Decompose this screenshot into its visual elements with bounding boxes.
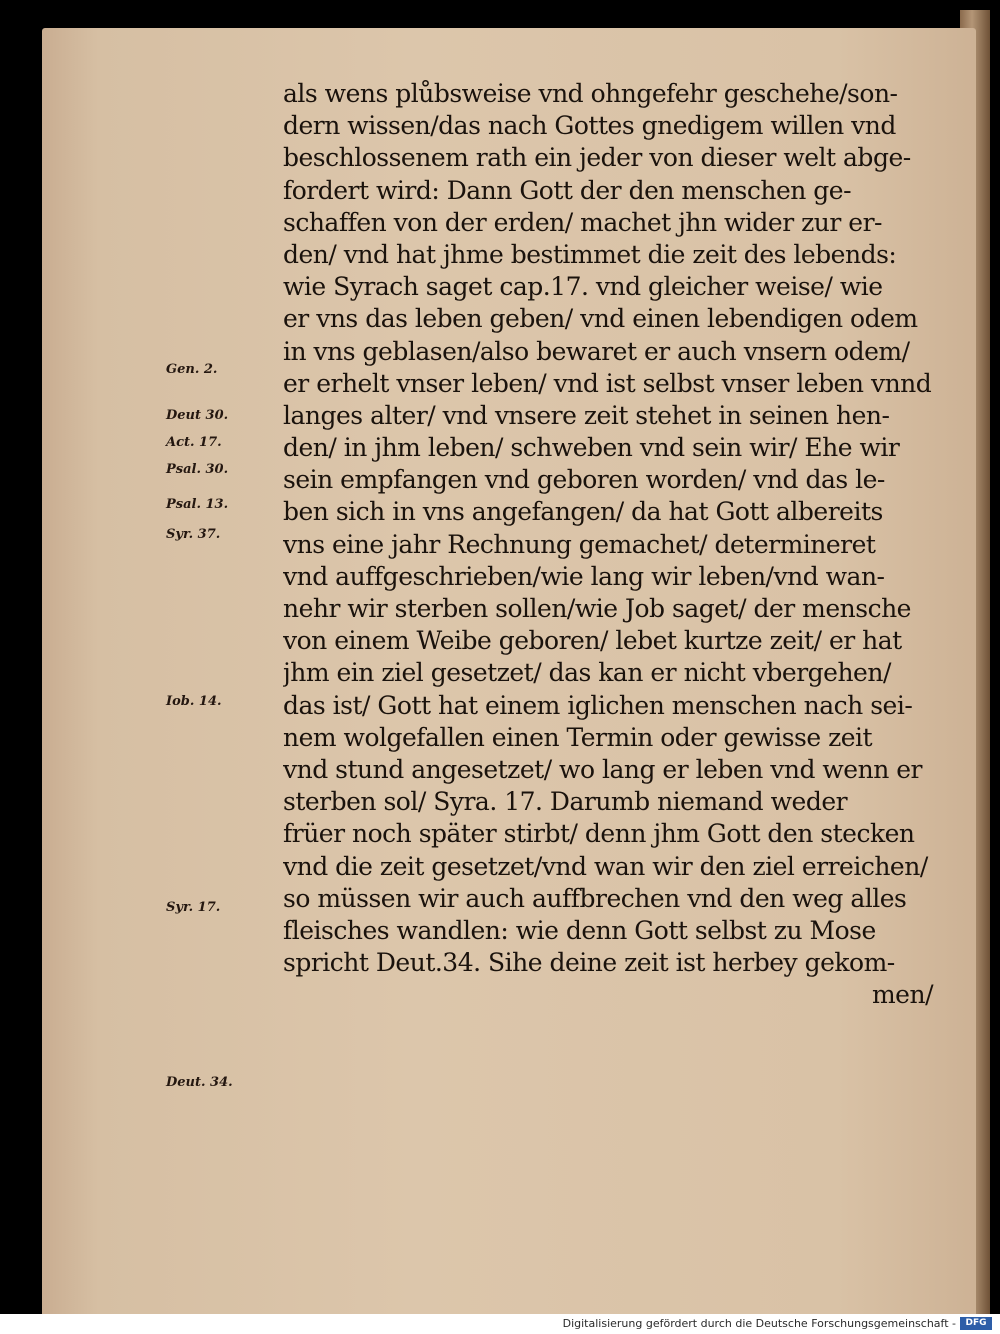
margin-note-syr37: Syr. 37. <box>166 527 221 542</box>
text-line: nem wolgefallen einen Termin oder gewisse zeit <box>283 722 873 752</box>
margin-note-deut30: Deut 30. <box>166 408 229 423</box>
text-line: den/ in jhm leben/ schweben vnd sein wir/ Ehe wir <box>283 433 900 463</box>
text-line: vnd die zeit gesetzet/vnd wan wir den ziel erreichen/ <box>283 851 928 881</box>
text-line: jhm ein ziel gesetzet/ das kan er nicht vbergehen/ <box>283 658 891 688</box>
margin-note-psal13: Psal. 13. <box>166 497 229 512</box>
text-line: von einem Weibe geboren/ lebet kurtze zeit/ er hat <box>283 626 902 656</box>
text-line: sein empfangen vnd geboren worden/ vnd das le- <box>283 465 885 495</box>
text-line: früer noch später stirbt/ denn jhm Gott den stecken <box>283 819 915 849</box>
margin-note-syr17: Syr. 17. <box>166 900 221 915</box>
text-line: vns eine jahr Rechnung gemachet/ determineret <box>283 529 876 559</box>
margin-note-psal30: Psal. 30. <box>166 462 229 477</box>
text-line: er vns das leben geben/ vnd einen lebendigen odem <box>283 304 918 334</box>
dfg-logo: DFG <box>960 1317 992 1330</box>
text-line: das ist/ Gott hat einem iglichen menschen nach sei- <box>283 690 913 720</box>
text-line: langes alter/ vnd vnsere zeit stehet in seinen hen- <box>283 400 890 430</box>
text-line-last: men/ <box>871 980 933 1010</box>
text-line: beschlossenem rath ein jeder von dieser welt abge- <box>283 143 911 173</box>
text-line: in vns geblasen/also bewaret er auch vnsern odem/ <box>283 336 910 366</box>
text-line: den/ vnd hat jhme bestimmet die zeit des lebends: <box>283 239 897 269</box>
margin-note-gen: Gen. 2. <box>166 362 218 377</box>
text-line: vnd auffgeschrieben/wie lang wir leben/vnd wan- <box>283 561 885 591</box>
text-line: so müssen wir auch auffbrechen vnd den weg alles <box>283 883 907 913</box>
text-line: nehr wir sterben sollen/wie Job saget/ der mensche <box>283 594 911 623</box>
text-line: ben sich in vns angefangen/ da hat Gott albereits <box>283 497 883 527</box>
text-line: wie Syrach saget cap.17. vnd gleicher weise/ wie <box>283 272 883 302</box>
text-line: spricht Deut.34. Sihe deine zeit ist herbey gekom- <box>283 948 895 978</box>
margin-note-iob: Iob. 14. <box>166 694 222 709</box>
text-line: als wens plůbsweise vnd ohngefehr geschehe/son- <box>283 79 898 108</box>
text-line: sterben sol/ Syra. 17. Darumb niemand weder <box>283 787 848 817</box>
text-line: vnd stund angesetzet/ wo lang er leben vnd wenn er <box>283 754 923 784</box>
text-line: dern wissen/das nach Gottes gnedigem willen vnd <box>283 111 896 141</box>
text-line: fordert wird: Dann Gott der den menschen ge- <box>283 175 852 205</box>
text-line: er erhelt vnser leben/ vnd ist selbst vnser leben vnnd <box>283 368 932 398</box>
margin-note-act: Act. 17. <box>166 435 222 450</box>
margin-note-deut34: Deut. 34. <box>166 1075 233 1090</box>
text-line: schaffen von der erden/ machet jhn wider zur er- <box>283 207 882 237</box>
footer-bar <box>0 1314 1000 1334</box>
body-text <box>283 78 943 1011</box>
text-line: fleisches wandlen: wie denn Gott selbst zu Mose <box>283 915 876 945</box>
funding-credit: Digitalisierung gefördert durch die Deutsche Forschungsgemeinschaft - <box>562 1317 956 1330</box>
